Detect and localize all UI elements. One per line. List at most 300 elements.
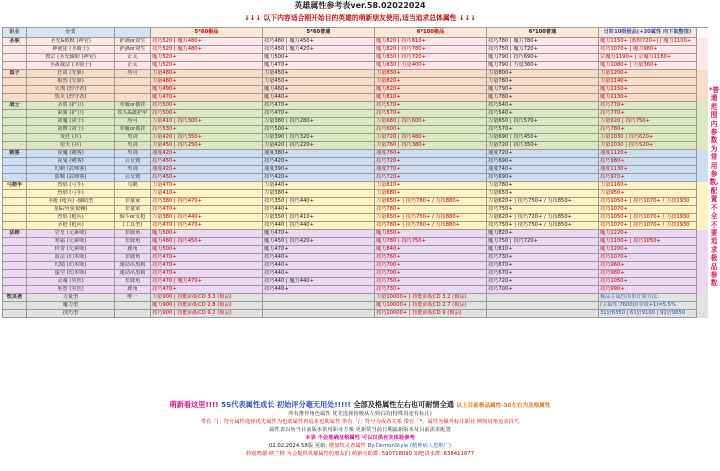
- transcend-cell: 速度1120+: [599, 150, 697, 158]
- line-cell: [115, 302, 151, 310]
- lvl5-best-cell: 力量420 | 技巧350+: [151, 134, 263, 142]
- class-cell: [3, 254, 27, 262]
- line-cell: 云女到: [115, 158, 151, 166]
- transcend-cell: 力量950+: [599, 190, 697, 198]
- lvl6-normal-cell: 魔力790+: [487, 86, 599, 94]
- hero-cell: 龙&冷(弦依赖): [27, 206, 115, 214]
- lvl5-best-cell: 技巧450+: [151, 174, 263, 182]
- transcend-cell: 技巧1070+ | 技巧1070+ / 力技1930: [599, 222, 697, 230]
- header-line: [115, 28, 151, 38]
- lvl6-normal-cell: 力量800+: [487, 70, 599, 78]
- lvl6-normal-cell: [487, 310, 599, 318]
- footer-pass: 全部及格属性左右也可耐情全通: [353, 400, 454, 409]
- footer-5s: 5S代表属性成长 初始评分毫无用处!!!!!: [221, 400, 351, 409]
- lvl5-best-cell: 技巧520 | 魔力480+: [151, 38, 263, 46]
- lvl6-best-cell: 技巧700+: [375, 270, 487, 278]
- hero-cell: 圣裁裁法 (圣骑士): [27, 62, 115, 70]
- hero-cell: 烈焰 (枪兵): [27, 214, 115, 222]
- lvl5-normal-cell: 技巧440+: [263, 270, 375, 278]
- lvl5-best-cell: 技巧470 | 技巧470+: [151, 222, 263, 230]
- transcend-cell: 技巧1050+ | 技巧1070+ / 力技1930: [599, 198, 697, 206]
- table-row: [3, 190, 708, 198]
- header-hero: 分支: [27, 28, 115, 38]
- lvl6-best-cell: 力量10000+ | 技能面板CD 3.2 (极品): [375, 294, 487, 302]
- lvl5-normal-cell: 力量450+: [263, 70, 375, 78]
- lvl5-best-cell: 力量410 | 技巧300+: [151, 118, 263, 126]
- transcend-cell: 技巧770+: [599, 110, 697, 118]
- class-cell: [3, 158, 27, 166]
- lvl6-normal-cell: [487, 302, 599, 310]
- lvl6-normal-cell: 技巧730+: [487, 254, 599, 262]
- transcend-cell: 力量920 | 技巧750+: [599, 118, 697, 126]
- lvl5-best-cell: 魔力500+: [151, 246, 263, 254]
- lvl6-normal-cell: 力量650+: [487, 190, 599, 198]
- table-row: [3, 142, 708, 150]
- lvl5-normal-cell: 速度390+: [263, 166, 375, 174]
- hero-cell: 灵魂 (巫医): [27, 278, 115, 286]
- lvl6-normal-cell: 技巧690+: [487, 174, 599, 182]
- line-cell: 草履or披挂: [115, 102, 151, 110]
- lvl5-normal-cell: 力量380+: [263, 190, 375, 198]
- class-cell: 牧灵者: [3, 294, 27, 302]
- lvl6-normal-cell: 技巧540+: [487, 102, 599, 110]
- lvl6-best-cell: 技巧10000+ | 技能面板CD 9 (极品): [375, 310, 487, 318]
- hero-cell: 夜魔 (刺客): [27, 150, 115, 158]
- lvl5-normal-cell: 技巧470+: [263, 102, 375, 110]
- footer: [0, 399, 720, 458]
- lvl6-normal-cell: 魔力820+: [487, 230, 599, 238]
- lvl5-normal-cell: 技巧470+: [263, 110, 375, 118]
- class-cell: 刺客: [3, 150, 27, 158]
- lvl6-best-cell: 魔力820 | 技巧810+: [375, 38, 487, 46]
- hero-cell: 幻镜 (幻术师): [27, 262, 115, 270]
- lvl5-normal-cell: 技巧440 | 技巧440+: [263, 222, 375, 230]
- transcend-cell: 技巧1070+: [599, 254, 697, 262]
- lvl6-normal-cell: 力量690 | 技巧450+: [487, 134, 599, 142]
- transcend-cell: 力量1030 | 技巧620+: [599, 134, 697, 142]
- lvl5-normal-cell: [263, 302, 375, 310]
- class-cell: [3, 62, 27, 70]
- lvl6-best-cell: 力量810+: [375, 182, 487, 190]
- lvl6-normal-cell: 力量720 | 技巧350+: [487, 142, 599, 150]
- line-cell: 非鹿角: [115, 238, 151, 246]
- lvl5-normal-cell: 技巧440+: [263, 254, 375, 262]
- transcend-cell: 技巧970+: [599, 174, 697, 182]
- table-row: [3, 86, 708, 94]
- lvl5-normal-cell: 技巧420+: [263, 158, 375, 166]
- line-cell: 速动吊黑狗: [115, 262, 151, 270]
- lvl5-normal-cell: 魔力470+: [263, 246, 375, 254]
- hero-cell: 烈焰 (弓手): [27, 190, 115, 198]
- lvl6-best-cell: 技巧730+: [375, 286, 487, 294]
- lvl5-best-cell: 技巧470+: [151, 270, 263, 278]
- transcend-cell: 技巧1050+: [599, 278, 697, 286]
- line-cell: 非量家: [115, 206, 151, 214]
- lvl5-normal-cell: 魔力440+: [263, 94, 375, 102]
- table-row: [3, 150, 708, 158]
- hero-cell: 烈焰 (弓手): [27, 182, 115, 190]
- footer-update-text: 增加牧灵者属性: [328, 443, 366, 449]
- lvl6-best-cell: 力量760 | 技巧380+: [375, 142, 487, 150]
- line-cell: 乌鹤: [115, 182, 151, 190]
- lvl6-normal-cell: 技巧720+: [487, 278, 599, 286]
- line-cell: [115, 310, 151, 318]
- class-cell: [3, 86, 27, 94]
- line-cell: 非鹿角: [115, 278, 151, 286]
- lvl6-normal-cell: 速度740+: [487, 166, 599, 174]
- table-row: [3, 302, 708, 310]
- transcend-cell: 魔力1080+ | 力量360+: [599, 62, 697, 70]
- transcend-cell: 魔力1100+ | 技巧1050+: [599, 238, 697, 246]
- transcend-cell: 技巧770+: [599, 102, 697, 110]
- lvl5-normal-cell: 力量350 | 技巧410+: [263, 214, 375, 222]
- transcend-cell: 力量1200+: [599, 70, 697, 78]
- table-row: [3, 134, 708, 142]
- line-cell: 正太: [115, 54, 151, 62]
- hero-cell: 力量型: [27, 294, 115, 302]
- lvl6-best-cell: 力量650+ | 技巧780+ / 力技880+: [375, 198, 487, 206]
- lvl6-best-cell: 力量820+: [375, 78, 487, 86]
- lvl5-best-cell: 魔力480 | 技巧450+: [151, 238, 263, 246]
- class-cell: [3, 134, 27, 142]
- table-row: [3, 270, 708, 278]
- class-cell: [3, 198, 27, 206]
- class-cell: [3, 246, 27, 254]
- lvl6-best-cell: 技巧600+: [375, 126, 487, 134]
- table-row: [3, 174, 708, 182]
- lvl5-normal-cell: 魔力500+: [263, 54, 375, 62]
- lvl6-normal-cell: 技巧780 | 魔力780+: [487, 38, 599, 46]
- lvl5-normal-cell: 技巧480 | 魔力450+: [263, 38, 375, 46]
- lvl6-normal-cell: 技巧690+: [487, 158, 599, 166]
- lvl5-best-cell: 力量480+: [151, 78, 263, 86]
- table-row: [3, 222, 708, 230]
- lvl5-best-cell: 技巧470+: [151, 254, 263, 262]
- class-cell: 圣职: [3, 38, 27, 46]
- hero-cell: 逆天 (兵): [27, 142, 115, 150]
- line-cell: 均可: [115, 70, 151, 78]
- lvl6-normal-cell: [487, 294, 599, 302]
- table-row: [3, 126, 708, 134]
- table-header: [3, 28, 708, 38]
- lvl5-normal-cell: 力量380 | 技巧280+: [263, 118, 375, 126]
- hero-cell: 盗贼 (武师客): [27, 174, 115, 182]
- lvl5-normal-cell: 魔力470+: [263, 62, 375, 70]
- transcend-cell: 魔力1200+: [599, 246, 697, 254]
- table-row: [3, 286, 708, 294]
- lvl6-normal-cell: 技巧670+: [487, 270, 599, 278]
- lvl6-best-cell: 力量680+: [375, 190, 487, 198]
- lvl5-normal-cell: 技巧440+: [263, 206, 375, 214]
- footer-version-id: 02.02.2024.58版: [268, 443, 314, 449]
- lvl6-normal-cell: 力量620+ | 技巧750+ / 力技850+: [487, 198, 599, 206]
- line-cell: [115, 86, 151, 94]
- notice-banner: ↓↓↓ 以下内容适合刚开始目的英雄的萌新朋友使用,适当追求总体属性 ↓↓↓: [244, 14, 476, 22]
- footer-author: By:DemonStyle (精神病人恩维广): [367, 443, 452, 449]
- hero-cell: 魔力型: [27, 302, 115, 310]
- lvl6-best-cell: 技巧570+: [375, 110, 487, 118]
- lvl5-best-cell: 技巧900 | 技能面板CD 9.2 (极品): [151, 310, 263, 318]
- hero-cell: 教宗 (圣光辅助 (神官): [27, 54, 115, 62]
- class-cell: [3, 54, 27, 62]
- class-cell: [3, 206, 27, 214]
- hero-cell: 圣枪 (枪兵) -辅助型: [27, 198, 115, 206]
- transcend-cell: 魔力1220+: [599, 230, 697, 238]
- table-row: [3, 238, 708, 246]
- hero-cell: 幻刺 (武师客): [27, 166, 115, 174]
- line-cell: (工具型): [115, 222, 151, 230]
- line-cell: 非量家: [115, 198, 151, 206]
- lvl5-normal-cell: 魔力450 | 技巧420+: [263, 238, 375, 246]
- lvl5-best-cell: 魔力520+: [151, 62, 263, 70]
- table-row: [3, 206, 708, 214]
- lvl6-best-cell: 力量680 | 技巧600+: [375, 118, 487, 126]
- hero-cell: 虚空 (幻术师): [27, 270, 115, 278]
- header-transcend: 日阶10级极品(+20属性 向下取整值): [599, 28, 697, 38]
- table-row: [3, 94, 708, 102]
- transcend-cell: 宗魔力1190+ | 宗魔力1180+: [599, 54, 697, 62]
- footer-update-label: 更新:: [314, 443, 328, 449]
- class-cell: [3, 278, 27, 286]
- lvl5-normal-cell: 技巧440+: [263, 286, 375, 294]
- class-cell: 战士: [3, 102, 27, 110]
- table-row: [3, 62, 708, 70]
- hero-cell: 传奇 (元素师): [27, 246, 115, 254]
- lvl6-normal-cell: 技巧670+: [487, 262, 599, 270]
- header-lvl5-best: 5*60极品: [151, 28, 263, 38]
- table-row: [3, 246, 708, 254]
- lvl5-best-cell: 魔力470+: [151, 94, 263, 102]
- table-row: [3, 110, 708, 118]
- lvl5-best-cell: 技巧500+: [151, 110, 263, 118]
- lvl6-normal-cell: 魔力780+: [487, 94, 599, 102]
- transcend-cell: 技巧960+: [599, 262, 697, 270]
- transcend-cell: 技巧980+: [599, 158, 697, 166]
- footer-version: [0, 442, 720, 450]
- footer-line-3: 带有「|」符号属性选择优先属性为也助属性再追求也助属性 带有「/」符号为或者关系 带有「*」属性为额外标注职业 例如肩角追求技巧: [200, 419, 520, 425]
- line-cell: [115, 190, 151, 198]
- lvl6-normal-cell: 技巧750+ | 技巧750+ / 力技850+: [487, 222, 599, 230]
- lvl6-best-cell: 技巧700+: [375, 262, 487, 270]
- hero-cell: 荣骑 (护卫): [27, 110, 115, 118]
- lvl6-best-cell: 技巧720+: [375, 158, 487, 166]
- table-row: [3, 118, 708, 126]
- lvl5-normal-cell: 力量390 | 技巧320+: [263, 134, 375, 142]
- table-row: [3, 278, 708, 286]
- lvl6-best-cell: 力量650+ | 技巧750+ / 力技880+: [375, 214, 487, 222]
- lvl6-best-cell: 魔力830 | 力量400+: [375, 62, 487, 70]
- lvl6-best-cell: 魔力830 | 技巧720+: [375, 54, 487, 62]
- lvl6-best-cell: 技巧750+: [375, 278, 487, 286]
- lvl5-best-cell: 速度420+: [151, 166, 263, 174]
- hero-cell: 巫祭 (巫医): [27, 286, 115, 294]
- class-cell: [3, 46, 27, 54]
- hero-cell: 狂战 (先驱): [27, 70, 115, 78]
- lvl5-best-cell: 魔力490+: [151, 86, 263, 94]
- transcend-cell: 力量1140+: [599, 78, 697, 86]
- footer-line-4: 属性表以角当目前版本常用职业方案 更新常当前日期最新版本及目前需求配置: [269, 427, 451, 433]
- header-lvl6-best: 6*100极品: [375, 28, 487, 38]
- line-cell: 鹿角: [115, 286, 151, 294]
- hero-cell: 血法 (幻术师): [27, 254, 115, 262]
- hero-cell: 圣盾 (护卫): [27, 102, 115, 110]
- footer-headline: [0, 399, 720, 410]
- table-row: [3, 198, 708, 206]
- lvl6-normal-cell: 技巧750+: [487, 206, 599, 214]
- class-cell: [3, 310, 27, 318]
- lvl5-best-cell: 力量470+: [151, 182, 263, 190]
- lvl6-normal-cell: 技巧540+: [487, 110, 599, 118]
- lvl6-best-cell: 力量830+: [375, 70, 487, 78]
- lvl5-best-cell: 技巧470+: [151, 206, 263, 214]
- lvl5-best-cell: 速度420+: [151, 150, 263, 158]
- line-cell: 速动吊黑狗: [115, 270, 151, 278]
- hero-cell: 神使徒 (圣骑士): [27, 46, 115, 54]
- transcend-cell: 技巧780+: [599, 126, 697, 134]
- lvl6-best-cell: 技巧760+: [375, 254, 487, 262]
- class-cell: [3, 94, 27, 102]
- transcend-cell: 魔力1130+: [599, 94, 697, 102]
- lvl6-normal-cell: 魔力750 | 技巧720+: [487, 238, 599, 246]
- table-row: [3, 78, 708, 86]
- attribute-table: [2, 27, 708, 318]
- lvl5-best-cell: 力量450 | 技巧250+: [151, 142, 263, 150]
- line-cell: 唯一: [115, 294, 151, 302]
- hero-cell: 圣枪 (枪兵): [27, 222, 115, 230]
- hero-cell: 剑魔 (剑士): [27, 118, 115, 126]
- line-cell: 鹿角: [115, 246, 151, 254]
- hero-cell: 岩皇 (元素师): [27, 230, 115, 238]
- hero-cell: 圣光&救赎 (神官): [27, 38, 115, 46]
- class-cell: [3, 222, 27, 230]
- table-row: [3, 214, 708, 222]
- table-row: [3, 182, 708, 190]
- class-cell: [3, 190, 27, 198]
- transcend-cell: 极品主属性国单计算方法:: [599, 294, 697, 302]
- table-row: [3, 54, 708, 62]
- transcend-cell: 技巧980+: [599, 270, 697, 278]
- table-body: [3, 38, 708, 318]
- table-row: [3, 102, 708, 110]
- lvl6-best-cell: 魔力810+: [375, 94, 487, 102]
- lvl5-best-cell: 魔力900 | 技能面板CD 2.8 (极品): [151, 302, 263, 310]
- class-cell: [3, 126, 27, 134]
- lvl6-best-cell: 魔力850+: [375, 230, 487, 238]
- line-cell: 男剑: [115, 150, 151, 158]
- transcend-cell: 技巧990+: [599, 286, 697, 294]
- lvl6-best-cell: 技巧720+: [375, 174, 487, 182]
- lvl6-best-cell: 技巧780+: [375, 206, 487, 214]
- lvl6-best-cell: 魔力780 | 技巧750+: [375, 238, 487, 246]
- line-cell: 男剑: [115, 142, 151, 150]
- lvl5-normal-cell: 魔力460+: [263, 86, 375, 94]
- line-cell: 非鹿角: [115, 254, 151, 262]
- lvl6-normal-cell: 力量620+ | 技巧720+ / 力技850+: [487, 214, 599, 222]
- lvl5-normal-cell: [263, 310, 375, 318]
- lvl6-normal-cell: 力量650 | 技巧570+: [487, 118, 599, 126]
- table-row: [3, 310, 708, 318]
- line-cell: 烟斗or女枪: [115, 214, 151, 222]
- table-row: [3, 46, 708, 54]
- lvl6-normal-cell: 魔力790 | 技巧690+: [487, 54, 599, 62]
- lvl6-normal-cell: 技巧570+: [487, 126, 599, 134]
- lvl6-normal-cell: 魔力810+: [487, 246, 599, 254]
- lvl5-normal-cell: 力量420 | 技巧220+: [263, 142, 375, 150]
- hero-cell: 夜鬼 (刺客): [27, 158, 115, 166]
- class-cell: [3, 238, 27, 246]
- line-cell: 非鹿角: [115, 230, 151, 238]
- line-cell: [115, 94, 151, 102]
- hero-cell: 狼烈 (先驱): [27, 78, 115, 86]
- lvl5-normal-cell: 技巧440 | 魔力440+: [263, 278, 375, 286]
- footer-newbie: 萌新看这里!!!!: [169, 400, 219, 409]
- lvl6-normal-cell: 技巧700+: [487, 286, 599, 294]
- table-row: [3, 158, 708, 166]
- line-cell: 草履or披挂: [115, 126, 151, 134]
- lvl5-best-cell: 技巧470 | 魔力470+: [151, 278, 263, 286]
- class-cell: [3, 110, 27, 118]
- class-cell: [3, 142, 27, 150]
- table-row: [3, 294, 708, 302]
- lvl5-best-cell: 力量480+: [151, 70, 263, 78]
- lvl5-normal-cell: 技巧500+: [263, 126, 375, 134]
- lvl6-normal-cell: 技巧750 | 魔力720+: [487, 46, 599, 54]
- lvl5-best-cell: 力量900 | 技能面板CD 3.3 (极品): [151, 294, 263, 302]
- line-cell: 铁头&披护甲: [115, 110, 151, 118]
- line-cell: 正太: [115, 62, 151, 70]
- lvl6-best-cell: 魔力840+: [375, 246, 487, 254]
- transcend-cell: (主属性:7600)/(等级+1)=5.5%: [599, 302, 697, 310]
- lvl5-normal-cell: 技巧350 | 技巧440+: [263, 198, 375, 206]
- class-cell: [3, 262, 27, 270]
- class-cell: [3, 166, 27, 174]
- table-row: [3, 254, 708, 262]
- lvl5-best-cell: 力量410+: [151, 190, 263, 198]
- transcend-cell: 技巧1050+ | 技巧1070+ / 力技1930: [599, 214, 697, 222]
- table-row: [3, 38, 708, 46]
- transcend-cell: 速度1130+: [599, 166, 697, 174]
- table-row: [3, 262, 708, 270]
- lvl5-normal-cell: 魔力470+: [263, 230, 375, 238]
- class-cell: [3, 286, 27, 294]
- lvl6-best-cell: 技巧780+ | 技巧780+ / 力技880+: [375, 222, 487, 230]
- footer-thanks: 特别鸣谢:欧兰橙 为会提供英雄属性的朋友们 萌新互助群: 590718090 知吧讲水群: 638411877: [245, 451, 475, 457]
- footer-line-2: 所有推荐角色属性 优先选择按极从左到右的(特殊用途有标注): [288, 411, 432, 417]
- class-cell: [3, 78, 27, 86]
- footer-pass-note: 以上目前极品属性-30左右为及格属性: [456, 403, 551, 409]
- lvl5-best-cell: 技巧470+: [151, 262, 263, 270]
- line-cell: 萨满or双生: [115, 46, 151, 54]
- class-cell: [3, 270, 27, 278]
- class-cell: [3, 214, 27, 222]
- lvl6-normal-cell: 力量780+: [487, 78, 599, 86]
- table-row: [3, 166, 708, 174]
- hero-cell: 火刑 (烈守者): [27, 86, 115, 94]
- table-row: [3, 230, 708, 238]
- transcend-cell: 力量1030 | 技巧520+: [599, 142, 697, 150]
- lvl5-best-cell: 技巧380 | 技巧470+: [151, 198, 263, 206]
- side-note: *普通范围内参数为常用参数,配置不全不要追求极品参数: [708, 86, 720, 288]
- header-class: 职业: [3, 28, 27, 38]
- lvl5-normal-cell: 技巧450 | 魔力420+: [263, 46, 375, 54]
- hero-cell: 技巧型: [27, 310, 115, 318]
- lvl5-best-cell: 技巧520 | 魔力480+: [151, 46, 263, 54]
- hero-cell: 炎狂 (兵): [27, 134, 115, 142]
- hero-cell: 剑舞 (剑士): [27, 126, 115, 134]
- lvl6-best-cell: 魔力820 | 技巧780+: [375, 46, 487, 54]
- lvl6-best-cell: 速度770+: [375, 166, 487, 174]
- line-cell: 男剑: [115, 166, 151, 174]
